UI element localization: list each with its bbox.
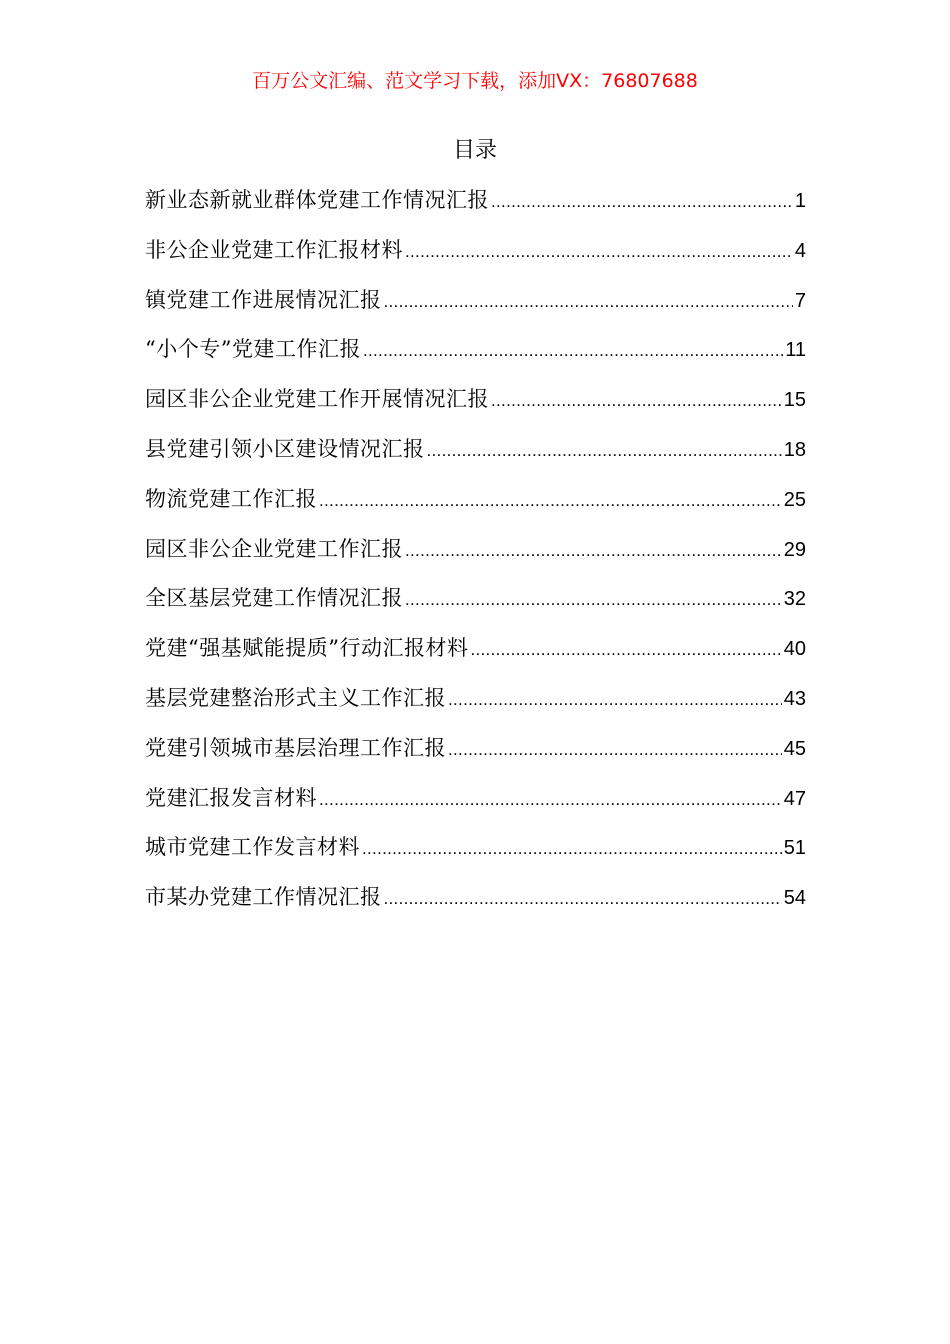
toc-entry[interactable]	[145, 379, 806, 429]
toc-entry-page: 4	[794, 239, 806, 262]
toc-entry[interactable]	[145, 230, 806, 280]
toc-entry-page: 51	[783, 837, 806, 860]
toc-entry-title: 基层党建整治形式主义工作汇报	[145, 685, 446, 710]
toc-entry-page: 43	[783, 687, 806, 710]
dot-leader	[405, 531, 782, 571]
dot-leader	[384, 879, 782, 919]
toc-entry[interactable]	[145, 728, 806, 778]
toc-entry-title: 园区非公企业党建工作汇报	[145, 536, 403, 561]
toc-entry-page: 29	[783, 538, 806, 561]
toc-entry-title: 新业态新就业群体党建工作情况汇报	[145, 188, 489, 212]
toc-entry-page: 18	[783, 438, 806, 461]
toc-entry-page: 47	[783, 787, 806, 810]
toc-entry[interactable]	[145, 678, 806, 728]
toc-entry[interactable]	[145, 280, 806, 330]
toc-entry-page: 40	[783, 638, 806, 661]
toc-entry-page: 45	[783, 737, 806, 760]
toc-entry-page: 15	[783, 389, 806, 412]
toc-entry-page: 54	[783, 887, 806, 910]
toc-entry-page: 32	[783, 588, 806, 611]
toc-title: 目录	[452, 138, 497, 163]
header-banner: 百万公文汇编、范文学习下载，添加VX：76807688	[252, 70, 698, 92]
toc-entry[interactable]	[145, 529, 806, 579]
toc-entry-title: 全区基层党建工作情况汇报	[145, 586, 403, 611]
dot-leader	[491, 381, 782, 421]
dot-leader	[448, 680, 782, 720]
toc-entry-page: 7	[794, 289, 806, 312]
toc-entry-title: 市某办党建工作情况汇报	[145, 885, 382, 910]
toc-entry[interactable]	[145, 578, 806, 628]
toc-entry[interactable]	[145, 827, 806, 877]
toc-entry-title: 党建“强基赋能提质”行动汇报材料	[145, 636, 469, 661]
toc-entry[interactable]	[145, 877, 806, 927]
toc-entry-page: 25	[783, 488, 806, 511]
dot-leader	[319, 780, 782, 820]
dot-leader	[362, 829, 782, 869]
dot-leader	[363, 331, 783, 371]
dot-leader	[470, 630, 781, 670]
toc-entry-title: 县党建引领小区建设情况汇报	[145, 436, 425, 461]
dot-leader	[384, 282, 793, 322]
toc-entry-page: 11	[785, 339, 806, 362]
toc-entry-title: 非公企业党建工作汇报材料	[145, 237, 403, 262]
toc-entry-title: 党建引领城市基层治理工作汇报	[145, 735, 446, 760]
toc-entry[interactable]	[145, 180, 806, 230]
toc-entry[interactable]	[145, 429, 806, 479]
dot-leader	[319, 481, 782, 521]
dot-leader	[405, 232, 793, 272]
toc-entry[interactable]	[145, 628, 806, 678]
toc-entry-title: 党建汇报发言材料	[145, 785, 317, 810]
toc-entry[interactable]	[145, 479, 806, 529]
toc-entry-title: 镇党建工作进展情况汇报	[145, 287, 382, 312]
dot-leader	[448, 730, 782, 770]
dot-leader	[405, 580, 782, 620]
toc-entry[interactable]	[145, 329, 806, 379]
dot-leader	[427, 431, 782, 471]
toc-entry-page: 1	[794, 190, 806, 212]
toc-entry-title: 园区非公企业党建工作开展情况汇报	[145, 387, 489, 412]
toc-entry-title: 物流党建工作汇报	[145, 486, 317, 511]
table-of-contents	[145, 180, 806, 927]
toc-entry-title: 城市党建工作发言材料	[145, 835, 360, 860]
toc-entry[interactable]	[145, 778, 806, 828]
dot-leader	[491, 182, 793, 222]
toc-entry-title: “小个专”党建工作汇报	[145, 337, 361, 362]
